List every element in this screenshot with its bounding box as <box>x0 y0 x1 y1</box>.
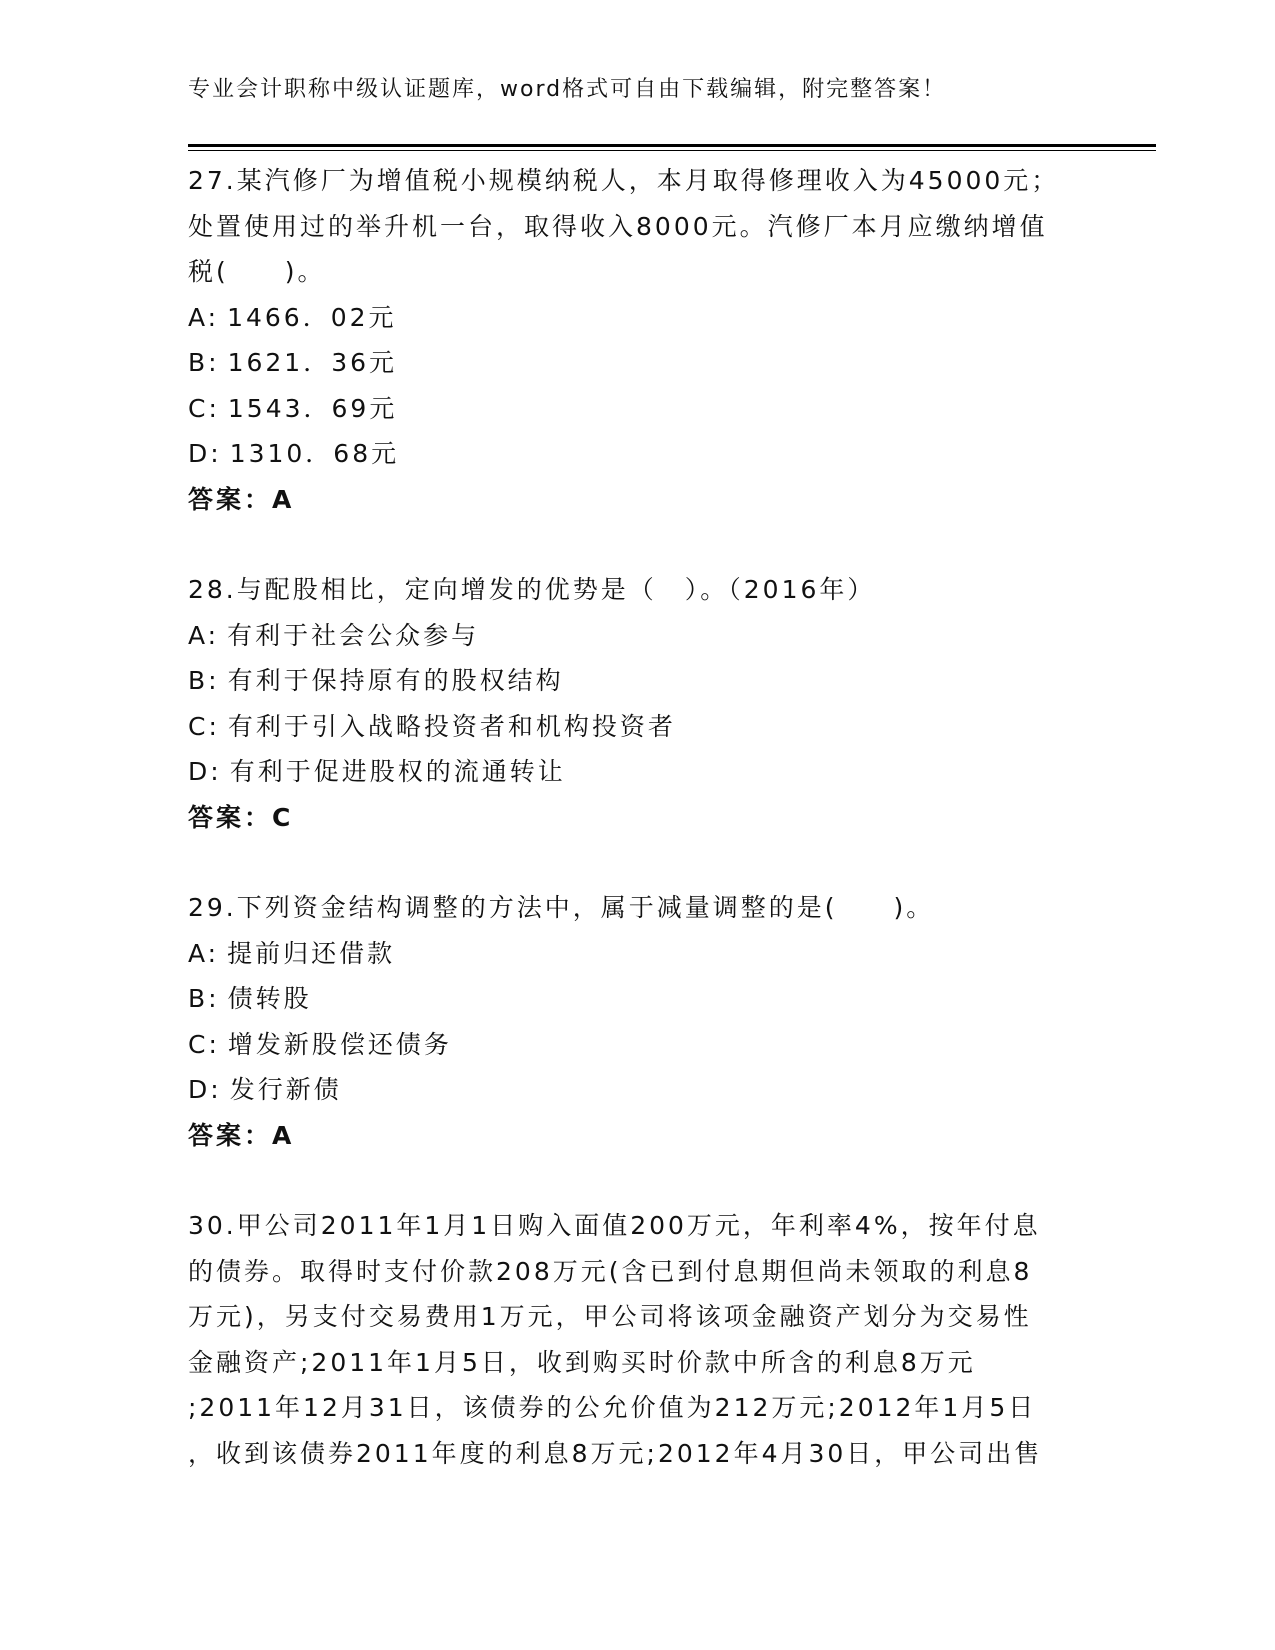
option-text: 增发新股偿还债务 <box>227 1029 452 1059</box>
answer-option <box>188 613 1088 659</box>
question-list <box>188 158 1088 1521</box>
answer-option <box>188 931 1088 977</box>
header-rule-thin <box>188 150 1156 151</box>
option-text: 债转股 <box>227 984 312 1013</box>
question-1 <box>188 158 1088 522</box>
question-stem-line: 30.甲公司2011年1月1日购入面值200万元，年利率4%，按年付息 <box>188 1211 1041 1240</box>
option-letter: B: <box>188 348 220 377</box>
question-4 <box>188 1203 1088 1476</box>
question-stem-line: 税( )。 <box>188 257 326 286</box>
option-text: 提前归还借款 <box>227 938 396 968</box>
option-letter: B: <box>188 666 220 695</box>
option-text: 1310．68元 <box>229 439 400 468</box>
option-letter: C: <box>188 1029 220 1059</box>
question-stem-line: 27.某汽修厂为增值税小规模纳税人，本月取得修理收入为45000元； <box>188 166 1060 195</box>
option-letter: D: <box>188 1075 222 1104</box>
answer-option <box>188 431 1088 477</box>
option-text: 有利于保持原有的股权结构 <box>227 666 564 695</box>
option-letter: A: <box>188 938 220 968</box>
option-letter: D: <box>188 757 222 786</box>
question-stem-line: 处置使用过的举升机一台，取得收入8000元。汽修厂本月应缴纳增值 <box>188 211 1048 241</box>
answer-option <box>188 295 1088 341</box>
question-3 <box>188 885 1088 1158</box>
answer-key: 答案：C <box>188 802 294 832</box>
question-stem-line: 万元)，另支付交易费用1万元，甲公司将该项金融资产划分为交易性 <box>188 1302 1032 1331</box>
option-text: 1543．69元 <box>227 393 398 423</box>
answer-option <box>188 976 1088 1022</box>
option-text: 有利于促进股权的流通转让 <box>229 757 566 786</box>
option-text: 有利于引入战略投资者和机构投资者 <box>227 711 676 741</box>
answer-option <box>188 386 1088 432</box>
option-text: 1466．02元 <box>227 302 397 332</box>
answer-option <box>188 340 1088 386</box>
answer-option <box>188 704 1088 750</box>
answer-option <box>188 1022 1088 1068</box>
option-text: 发行新债 <box>229 1075 342 1104</box>
answer-key: 答案：A <box>188 484 295 514</box>
answer-key: 答案：A <box>188 1120 295 1150</box>
option-text: 有利于社会公众参与 <box>227 620 480 650</box>
question-stem-line: ;2011年12月31日，该债券的公允价值为212万元;2012年1月5日 <box>188 1393 1037 1422</box>
page-header: 专业会计职称中级认证题库，word格式可自由下载编辑，附完整答案！ <box>188 77 947 102</box>
answer-option <box>188 1067 1088 1113</box>
option-letter: C: <box>188 711 220 741</box>
question-stem-line: 的债券。取得时支付价款208万元(含已到付息期但尚未领取的利息8 <box>188 1256 1033 1286</box>
option-text: 1621．36元 <box>227 348 398 377</box>
option-letter: C: <box>188 393 220 423</box>
header-rule-thick <box>188 144 1156 147</box>
question-stem-line: 金融资产;2011年1月5日，收到购买时价款中所含的利息8万元 <box>188 1347 976 1377</box>
question-stem-line: 28.与配股相比，定向增发的优势是（ ）。（2016年） <box>188 575 876 604</box>
answer-option <box>188 749 1088 795</box>
option-letter: A: <box>188 302 220 332</box>
option-letter: A: <box>188 620 220 650</box>
option-letter: B: <box>188 984 220 1013</box>
question-2 <box>188 567 1088 840</box>
option-letter: D: <box>188 439 222 468</box>
answer-option <box>188 658 1088 704</box>
question-stem-line: 29.下列资金结构调整的方法中，属于减量调整的是( )。 <box>188 893 935 922</box>
question-stem-line: ，收到该债券2011年度的利息8万元;2012年4月30日，甲公司出售 <box>188 1438 1043 1468</box>
